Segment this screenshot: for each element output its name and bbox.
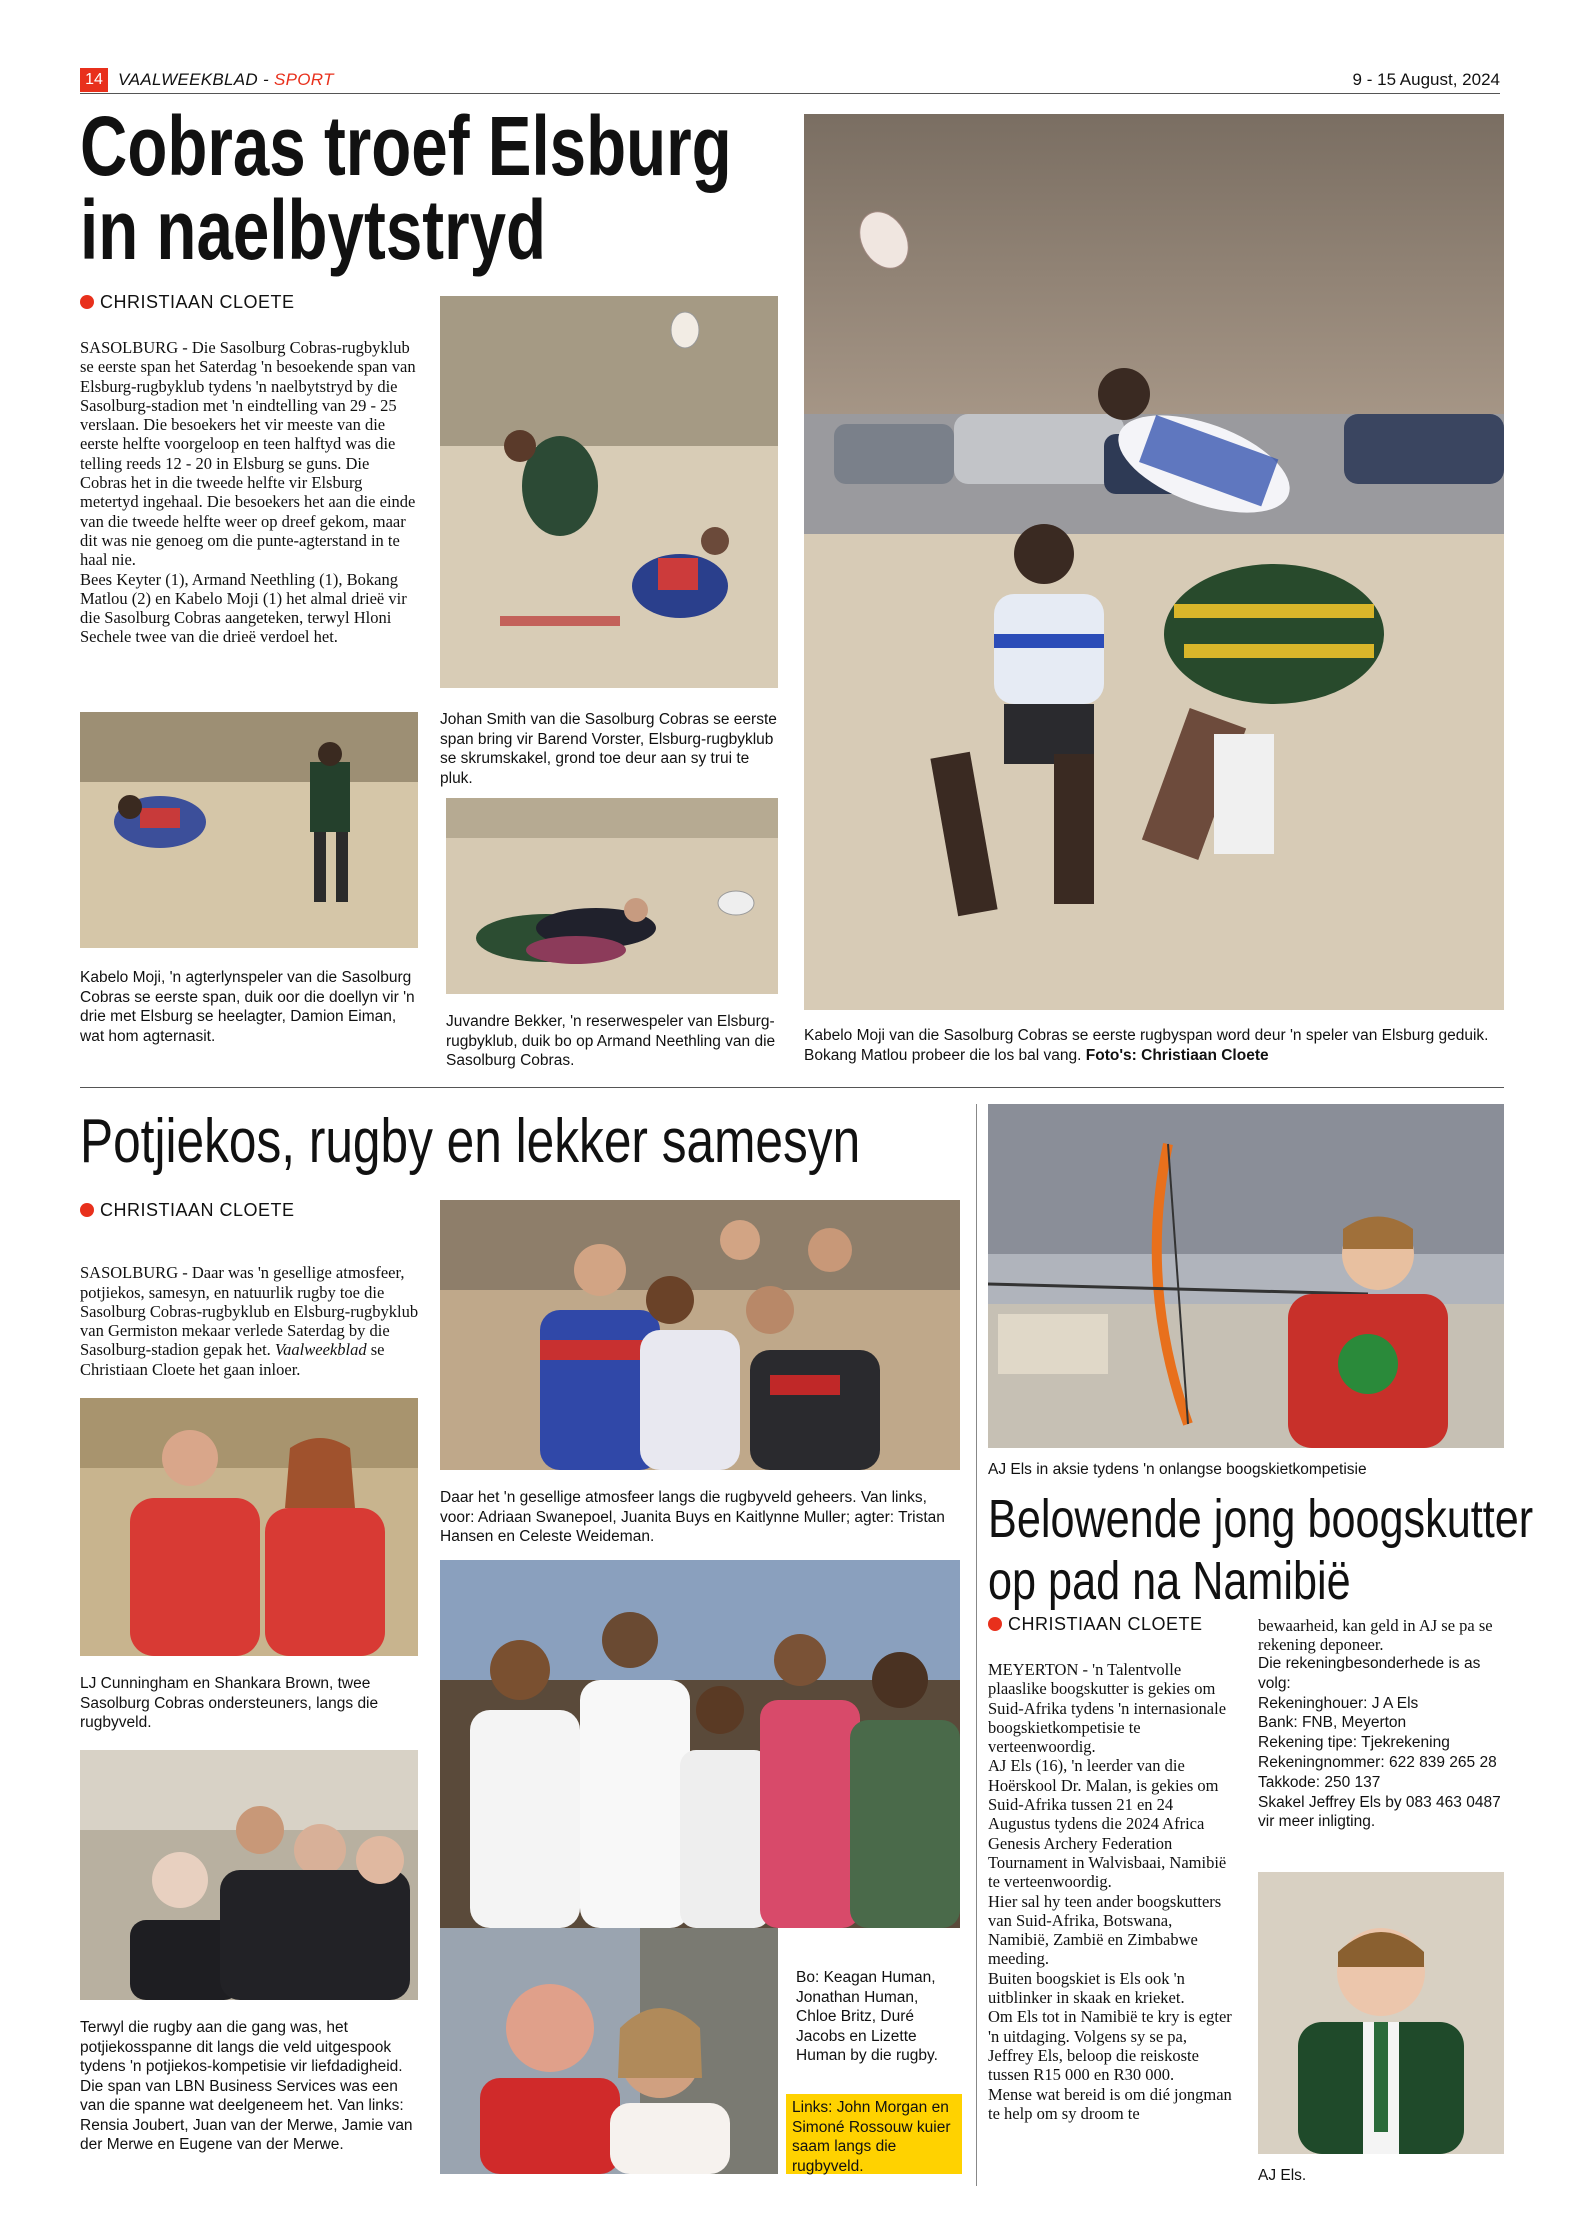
account-detail-line: Rekeninghouer: J A Els [1258,1694,1419,1712]
column-divider [976,1104,977,2186]
publication-line [118,68,334,92]
caption-lj-shankara: LJ Cunningham en Shankara Brown, twee Sasolburg Cobras ondersteuners, langs die rugbyveld. [80,1675,379,1731]
story2-byline [80,1200,295,1221]
photo-aj-archery [988,1104,1504,1448]
caption-aj-portrait: AJ Els. [1258,2167,1307,2184]
story2-body-text-end: se Christiaan Cloete het gaan inloer. [80,1340,385,1379]
story2-body [80,1244,420,1379]
story3-body: MEYERTON - 'n Talentvolle plaaslike boogskutter is gekies om Suid-Afrika tydens 'n internasionale boogskietkompetisie te verteenwoordig. AJ Els (16), 'n leerder van die Hoërskool Dr. Malan, is gekies om Suid-Afrika tussen 21 en 24 Augustus tydens die 2024 Africa Genesis Archery Federation Tournament in Walvisbaai, Namibië te verteenwoordig. Hier sal hy teen ander boogskutters van Suid-Afrika, Botswana, Namibië, Zambië en Zimbabwe meeding. Buiten boogskiet is Els ook 'n uitblinker in skaak en krieket. Om Els tot in Namibië te kry is egter 'n uitdaging. Volgens sy se pa, Jeffrey Els, beloop die reiskoste tussen R15 000 en R30 000. Mense wat bereid is om dié jongman te help om sy droom te [988,1660,1232,2123]
publication-name: VAALWEEKBLAD [118,70,258,89]
caption-morgan-rossouw: Links: John Morgan en Simoné Rossouw kuier saam langs die rugbyveld. [786,2094,962,2174]
photo-moji-dive [80,712,418,948]
story2-body-publication: Vaalweekblad [274,1340,367,1360]
story2-byline-text: CHRISTIAAN CLOETE [100,1200,295,1220]
masthead-rule [80,93,1500,94]
account-detail-line: Rekeningnommer: 622 839 265 28 [1258,1753,1497,1771]
caption-smith-tackle: Johan Smith van die Sasolburg Cobras se eerste span bring vir Barend Vorster, Elsburg-rugbyklub se skrumskakel, grond toe deur aan sy trui te pluk. [440,711,777,787]
page-number: 14 [80,68,108,92]
story2-body-text: SASOLBURG - Daar was 'n gesellige atmosfeer, potjiekos, samesyn, en natuurlik rugby toe die Sasolburg Cobras-rugbyklub en Elsburg-rugbyklub van Germiston mekaar verlede Saterdag by die Sasolburg-stadion gepak het. [80,1263,419,1360]
photo-human-family [440,1560,960,1928]
caption-human-family: Bo: Keagan Human, Jonathan Human, Chloe Britz, Duré Jacobs en Lizette Human by die rugby. [796,1969,938,2064]
section-name: SPORT [274,70,334,89]
account-details [1258,1654,1510,1832]
caption-moji-dive: Kabelo Moji, 'n agterlynspeler van die Sasolburg Cobras se eerste span, duik oor die doellyn vir 'n drie met Elsburg se heelagter, Damion Eiman, wat hom agternasit. [80,969,415,1045]
caption-main-text: Kabelo Moji van die Sasolburg Cobras se eerste rugbyspan word deur 'n speler van Elsburg geduik. Bokang Matlou probeer die los bal vang. [804,1027,1489,1064]
byline-dot-icon [80,295,94,309]
caption-aj-archery: AJ Els in aksie tydens 'n onlangse boogskietkompetisie [988,1461,1367,1478]
story1-byline-text: CHRISTIAAN CLOETE [100,292,295,312]
byline-dot-icon [988,1617,1002,1631]
caption-group-friends: Daar het 'n gesellige atmosfeer langs die rugbyveld geheers. Van links, voor: Adriaan Swanepoel, Juanita Buys en Kaitlynne Muller; agter: Tristan Hansen en Celeste Weideman. [440,1489,945,1545]
photo-smith-tackle [440,296,778,688]
caption-lbn-team: Terwyl die rugby aan die gang was, het potjiekosspanne dit langs die veld uitgespook tydens 'n potjiekos-kompetisie vir liefdadigheid. Die span van LBN Business Services was een van die spanne wat deelgeneem het. Van links: Rensia Joubert, Juan van der Merwe, Jamie van der Merwe en Eugene van der Merwe. [80,2019,413,2153]
photo-group-friends [440,1200,960,1470]
issue-date: 9 - 15 August, 2024 [1352,70,1500,89]
story1-body: SASOLBURG - Die Sasolburg Cobras-rugbyklub se eerste span het Saterdag 'n besoekende span van Elsburg-rugbyklub tydens 'n naelbytstryd by die Sasolburg-stadion met 'n eindtelling van 29 - 25 verslaan. Die besoekers het vir meeste van die eerste helfte voorgeloop en teen halftyd was die telling reeds 12 - 20 in Elsburg se guns. Die Cobras het in die tweede helfte vir Elsburg metertyd ingehaal. Die besoekers het aan die einde van die tweede helfte weer op dreef gekom, maar dit was nie genoeg om die punte-agterstand in te haal nie. Bees Keyter (1), Armand Neethling (1), Bokang Matlou (2) en Kabelo Moji (1) het almal drieë vir die Sasolburg Cobras aangeteken, terwyl Hloni Sechele twee van die drieë verdoel het. [80,338,416,647]
story1-byline [80,292,295,313]
account-detail-line: Bank: FNB, Meyerton [1258,1714,1407,1732]
photo-lbn-team [80,1750,418,2000]
photo-bekker-dive [446,798,778,994]
story3-headline-line1: Belowende jong boogskutter [988,1489,1534,1549]
story3-byline [988,1614,1203,1635]
section-divider [80,1087,1504,1088]
story2-headline: Potjiekos, rugby en lekker samesyn [80,1107,861,1176]
photo-main-tackle [804,114,1504,1010]
account-detail-line: Die rekeningbesonderhede is as volg: [1258,1655,1481,1692]
account-detail-line: Takkode: 250 137 [1258,1773,1381,1791]
photo-lj-shankara [80,1398,418,1656]
caption-bekker-dive: Juvandre Bekker, 'n reserwespeler van Elsburg-rugbyklub, duik bo op Armand Neethling van die Sasolburg Cobras. [446,1013,776,1069]
story1-headline-line2: in naelbytstryd [80,183,547,277]
photo-morgan-rossouw [440,1928,778,2174]
story1-headline-line1: Cobras troef Elsburg [80,99,732,193]
story3-body-cont: bewaarheid, kan geld in AJ se pa se rekening deponeer. [1258,1616,1493,1655]
photo-credit: Foto's: Christiaan Cloete [1085,1046,1269,1064]
photo-aj-portrait [1258,1872,1504,2154]
story3-headline-line2: op pad na Namibië [988,1551,1351,1611]
account-detail-line: Rekening tipe: Tjekrekening [1258,1734,1450,1752]
account-detail-line: Skakel Jeffrey Els by 083 463 0487 vir meer inligting. [1258,1793,1501,1831]
caption-main-tackle [804,1026,1504,1065]
publication-separator: - [257,70,274,89]
byline-dot-icon [80,1203,94,1217]
story3-byline-text: CHRISTIAAN CLOETE [1008,1614,1203,1634]
